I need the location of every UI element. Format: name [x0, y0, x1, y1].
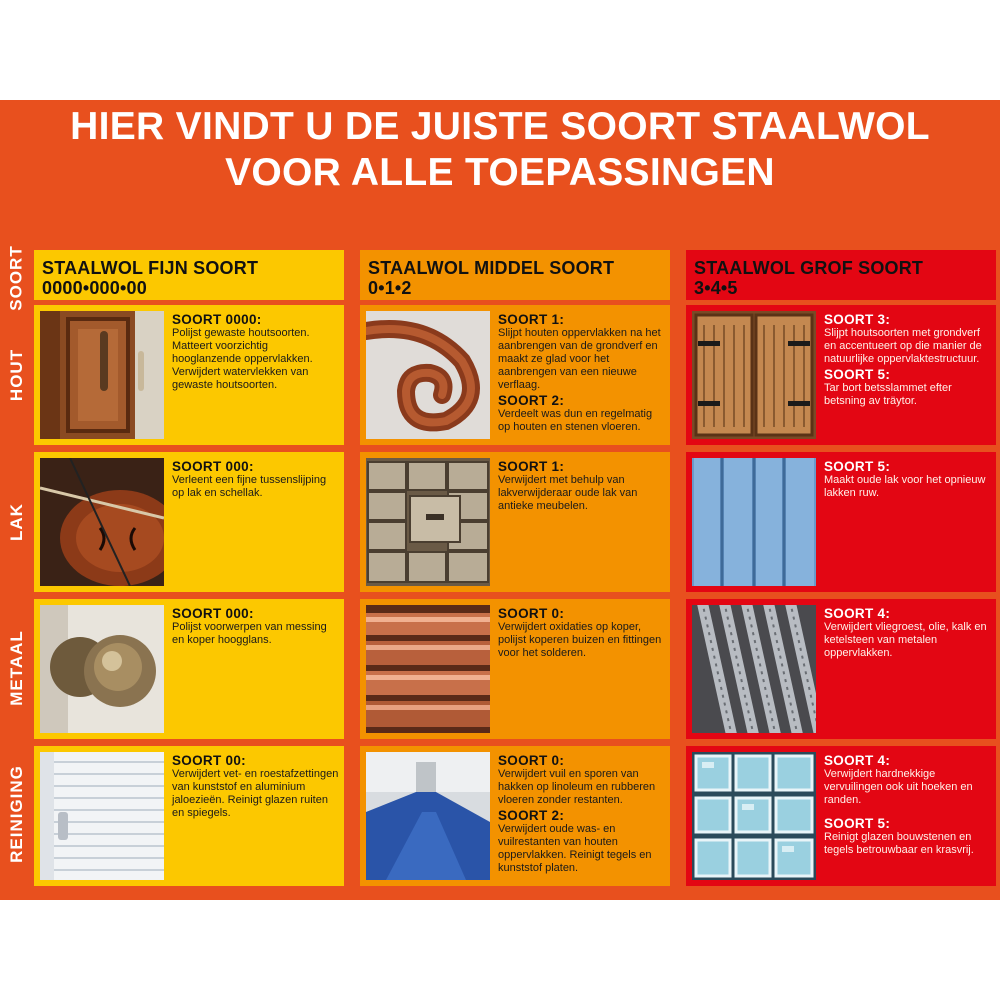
soort-description: Polijst voorwerpen van messing en koper hoogglans. [172, 621, 327, 646]
cell-middel-reiniging [360, 746, 670, 886]
cell-grof-hout [686, 305, 996, 445]
column-heading-middel: STAALWOL MIDDEL SOORT 0•1•2 [360, 250, 670, 300]
soort-description: Slijpt houten oppervlakken na het aanbrengen van de grondverf en maakt ze glad voor het aanbrengen van een nieuwe verflaag. [498, 327, 661, 391]
soort-description: Tar bort betsslammet efter betsning av träytor. [824, 382, 952, 407]
corridor-floor-image [366, 752, 490, 880]
column-heading-grof: STAALWOL GROF SOORT 3•4•5 [686, 250, 996, 300]
carved-wood-scroll-image [366, 311, 490, 439]
wooden-cabinet-door-image [40, 311, 164, 439]
soort-description: Verwijdert vet- en roestafzettingen van kunststof en aluminium jaloezieën. Reinigt glazen ruiten en spiegels. [172, 768, 339, 819]
wooden-shutters-image [692, 311, 816, 439]
glass-blocks-image [692, 752, 816, 880]
soort-description: Verwijdert vuil en sporen van hakken op linoleum en rubberen vloeren zonder restanten. [498, 768, 656, 806]
soort-heading: SOORT 1: [498, 312, 565, 327]
soort-description: Slijpt houtsoorten met grondverf en accentueert op die manier de natuurlijke oppervlaktestructuur. [824, 327, 982, 365]
cell-middel-hout [360, 305, 670, 445]
soort-heading: SOORT 2: [498, 808, 565, 823]
poster-title [0, 100, 1000, 200]
soort-heading: SOORT 000: [172, 606, 254, 621]
row-label-soort: SOORT [7, 244, 27, 311]
soort-heading: SOORT 1: [498, 459, 565, 474]
soort-heading: SOORT 5: [824, 816, 891, 831]
soort-description: Verwijdert hardnekkige vervuilingen ook uit hoeken en randen. [824, 768, 973, 806]
row-label-lak: LAK [7, 503, 27, 541]
antique-drawers-image [366, 458, 490, 586]
cell-middel-lak [360, 452, 670, 592]
soort-description: Verdeelt was dun en regelmatig op houten en stenen vloeren. [498, 408, 653, 433]
column-grof [686, 250, 996, 890]
column-middel [360, 250, 670, 890]
row-label-hout: HOUT [7, 348, 27, 402]
cell-middel-metaal [360, 599, 670, 739]
soort-description: Verwijdert vliegroest, olie, kalk en ketelsteen van metalen oppervlakken. [824, 621, 987, 659]
soort-heading: SOORT 0000: [172, 312, 262, 327]
soort-heading: SOORT 2: [498, 393, 565, 408]
window-blinds-image [40, 752, 164, 880]
soort-description: Polijst gewaste houtsoorten. Matteert voorzichtig hooglanzende oppervlakken. Verwijdert watervlekken van gewaste houtsoorten. [172, 327, 313, 391]
soort-heading: SOORT 00: [172, 753, 246, 768]
cell-grof-lak [686, 452, 996, 592]
soort-heading: SOORT 0: [498, 753, 565, 768]
cell-fijn-reiniging [34, 746, 344, 886]
rebar-steel-image [692, 605, 816, 733]
soort-heading: SOORT 000: [172, 459, 254, 474]
cell-grof-metaal [686, 599, 996, 739]
soort-description: Reinigt glazen bouwstenen en tegels betrouwbaar en krasvrij. [824, 831, 974, 856]
soort-heading: SOORT 5: [824, 459, 891, 474]
row-label-reiniging: REINIGING [7, 765, 27, 863]
soort-heading: SOORT 3: [824, 312, 891, 327]
row-label-metaal: METAAL [7, 630, 26, 706]
copper-pipes-image [366, 605, 490, 733]
soort-heading: SOORT 5: [824, 367, 891, 382]
soort-heading: SOORT 0: [498, 606, 565, 621]
cell-fijn-hout [34, 305, 344, 445]
soort-heading: SOORT 4: [824, 606, 891, 621]
title-line-2: VOOR ALLE TOEPASSINGEN [225, 151, 775, 194]
column-fijn [34, 250, 344, 890]
brass-door-knob-image [40, 605, 164, 733]
column-heading-fijn: STAALWOL FIJN SOORT 0000•000•00 [34, 250, 344, 300]
soort-description: Verleent een fijne tussenslijping op lak en schellak. [172, 474, 327, 499]
cell-grof-reiniging [686, 746, 996, 886]
soort-heading: SOORT 4: [824, 753, 891, 768]
soort-description: Verwijdert oude was- en vuilrestanten van houten oppervlakken. Reinigt tegels en kunststof platen. [498, 823, 652, 874]
title-line-1: HIER VINDT U DE JUISTE SOORT STAALWOL [70, 105, 930, 148]
cell-fijn-lak [34, 452, 344, 592]
soort-description: Verwijdert oxidaties op koper, polijst koperen buizen en fittingen voor het solderen. [498, 621, 662, 659]
soort-description: Verwijdert met behulp van lakverwijderaar oude lak van antieke meubelen. [498, 474, 638, 512]
poster-banner [0, 100, 1000, 900]
soort-description: Maakt oude lak voor het opnieuw lakken ruw. [824, 474, 986, 499]
violin-image [40, 458, 164, 586]
cell-fijn-metaal [34, 599, 344, 739]
blue-painted-planks-image [692, 458, 816, 586]
